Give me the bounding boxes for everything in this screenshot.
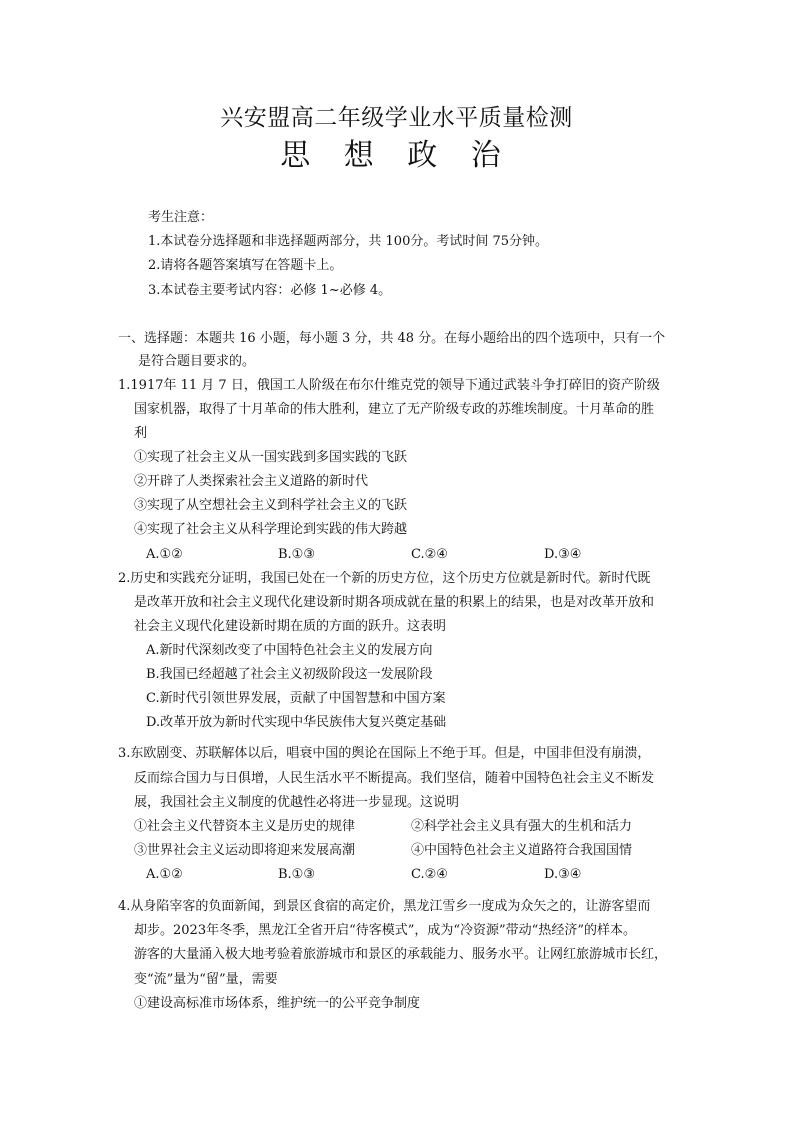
option-d: D.③④ <box>544 867 582 882</box>
question-text: 利 <box>134 426 148 441</box>
statement: ①建设高标准市场体系，维护统一的公平竞争制度 <box>134 996 421 1011</box>
question-text: 国家机器，取得了十月革命的伟大胜利，建立了无产阶级专政的苏维埃制度。十月革命的胜 <box>134 402 655 417</box>
question-text: 4.从身陷宰客的负面新闻，到景区食宿的高定价，黑龙江雪乡一度成为众矢之的，让游客望而 <box>118 899 651 914</box>
question-text: 是改革开放和社会主义现代化建设新时期各项成就在量的积累上的结果，也是对改革开放和 <box>134 595 655 610</box>
statement: ①实现了社会主义从一国实践到多国实践的飞跃 <box>134 450 408 465</box>
option-a: A.新时代深刻改变了中国特色社会主义的发展方向 <box>146 643 433 658</box>
question-text: 变“流”量为“留”量，需要 <box>134 972 278 987</box>
statement: ④实现了社会主义从科学理论到实践的伟大跨越 <box>134 522 408 537</box>
statement: ③世界社会主义运动即将迎来发展高潮 <box>134 843 356 858</box>
notice-item: 2.请将各题答案填写在答题卡上。 <box>148 258 343 273</box>
statement: ③实现了从空想社会主义到科学社会主义的飞跃 <box>134 498 408 513</box>
question-text: 展，我国社会主义制度的优越性必将进一步显现。这说明 <box>134 795 460 810</box>
notice-item: 3.本试卷主要考试内容：必修 1~必修 4。 <box>148 283 392 298</box>
option-d: D.改革开放为新时代实现中华民族伟大复兴奠定基础 <box>146 715 447 730</box>
subject-title: 思 想 政 治 <box>280 138 513 173</box>
notice-item: 1.本试卷分选择题和非选择题两部分，共 100分。考试时间 75分钟。 <box>148 234 549 249</box>
exam-title: 兴安盟高二年级学业水平质量检测 <box>220 105 573 131</box>
section-heading: 一、选择题：本题共 16 小题，每小题 3 分，共 48 分。在每小题给出的四个选项中，只有一个 <box>118 331 666 346</box>
option-a: A.①② <box>146 547 183 562</box>
question-text: 游客的大量涌入极大地考验着旅游城市和景区的承载能力、服务水平。让网红旅游城市长红， <box>134 947 668 962</box>
option-c: C.②④ <box>411 547 448 562</box>
statement: ①社会主义代替资本主义是历史的规律 <box>134 819 356 834</box>
question-text: 却步。2023年冬季，黑龙江全省开启“待客模式”，成为“冷资源”带动“热经济”的样本。 <box>134 923 636 938</box>
option-c: C.新时代引领世界发展，贡献了中国智慧和中国方案 <box>146 691 446 706</box>
statement: ④中国特色社会主义道路符合我国国情 <box>411 843 633 858</box>
statement: ②开辟了人类探索社会主义道路的新时代 <box>134 474 369 489</box>
option-b: B.①③ <box>278 547 315 562</box>
question-text: 反而综合国力与日俱增，人民生活水平不断提高。我们坚信，随着中国特色社会主义不断发 <box>134 771 655 786</box>
notice-heading: 考生注意： <box>148 210 214 225</box>
statement: ②科学社会主义具有强大的生机和活力 <box>411 819 633 834</box>
option-c: C.②④ <box>411 867 448 882</box>
option-a: A.①② <box>146 867 183 882</box>
question-text: 2.历史和实践充分证明，我国已处在一个新的历史方位，这个历史方位就是新时代。新时代既 <box>118 571 651 586</box>
option-b: B.我国已经超越了社会主义初级阶段这一发展阶段 <box>146 667 433 682</box>
option-b: B.①③ <box>278 867 315 882</box>
question-text: 1.1917年 11 月 7 日，俄国工人阶级在布尔什维克党的领导下通过武装斗争打碎旧的资产阶级 <box>118 378 660 393</box>
question-text: 3.东欧剧变、苏联解体以后，唱衰中国的舆论在国际上不绝于耳。但是，中国非但没有崩溃， <box>118 746 651 761</box>
option-d: D.③④ <box>544 547 582 562</box>
question-text: 社会主义现代化建设新时期在质的方面的跃升。这表明 <box>134 619 447 634</box>
section-heading-cont: 是符合题目要求的。 <box>138 354 256 369</box>
